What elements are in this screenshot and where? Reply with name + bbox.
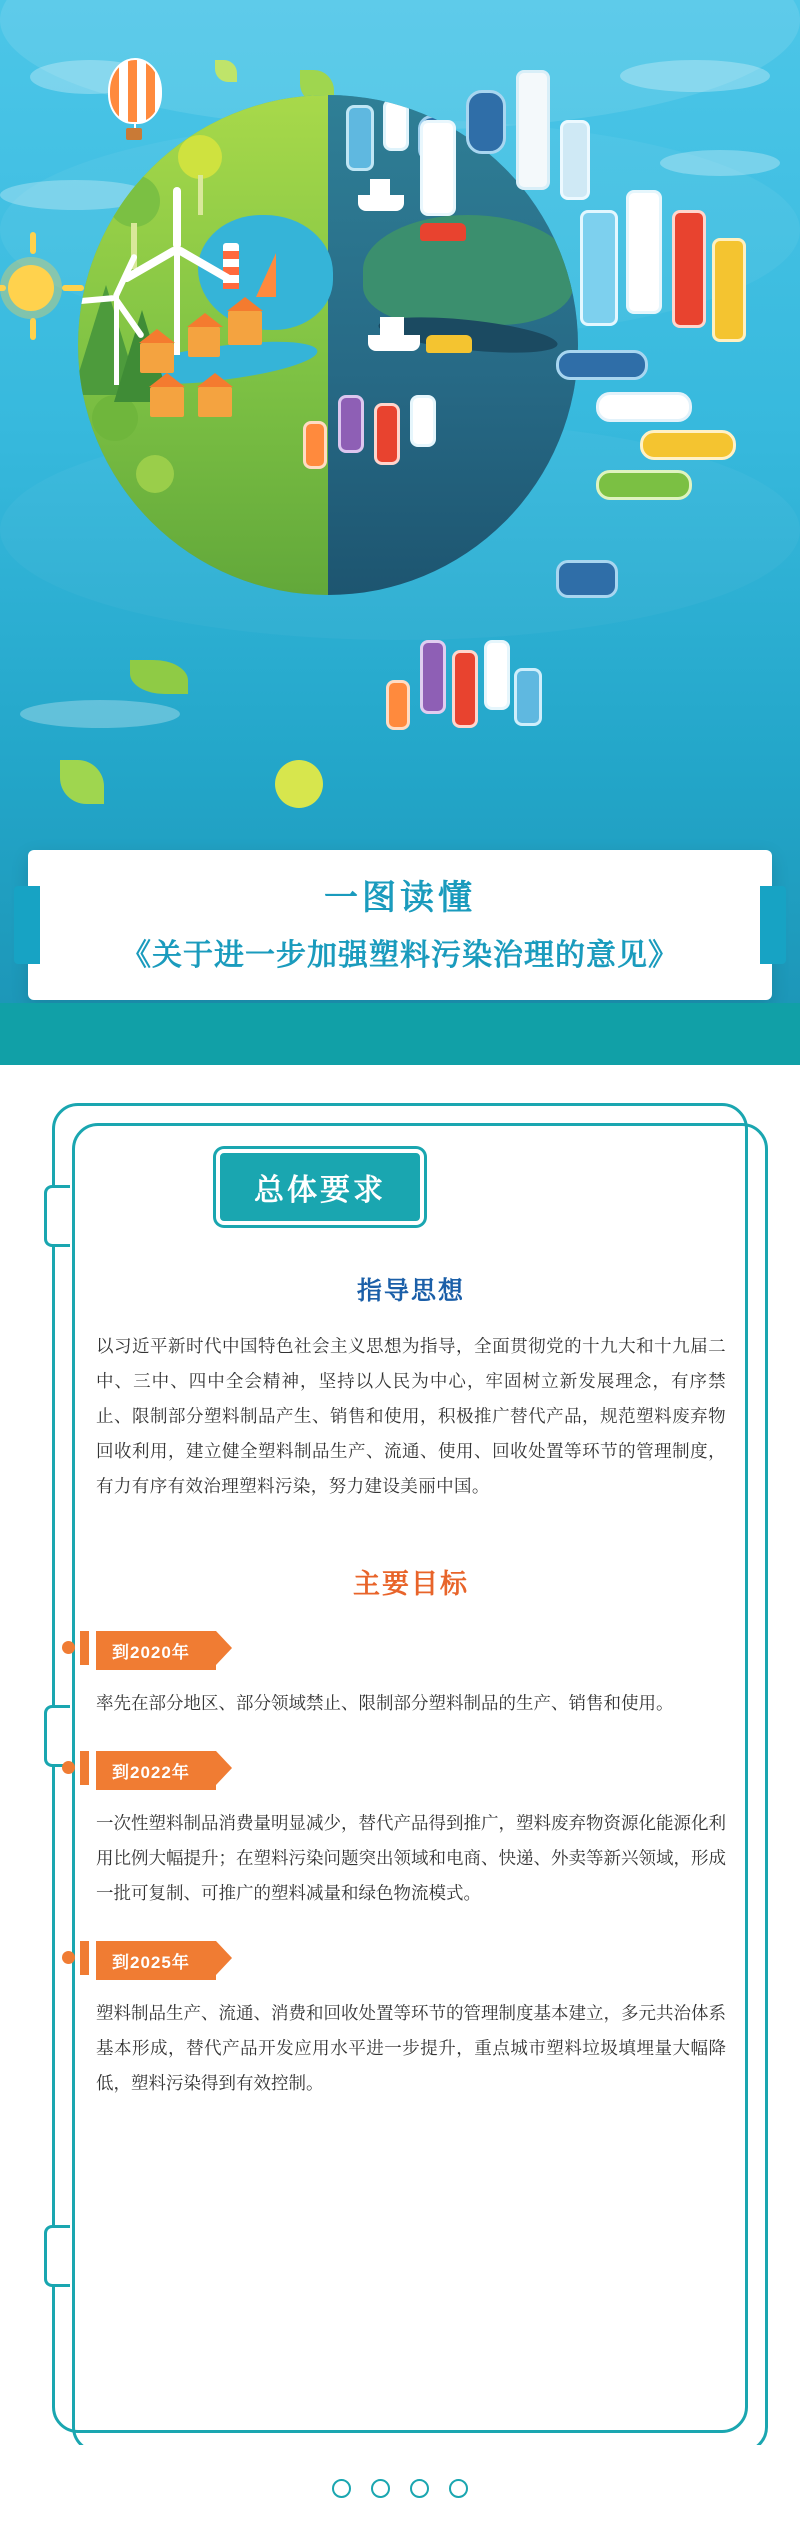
section-title: 总体要求	[216, 1149, 424, 1225]
tree-icon	[108, 175, 160, 227]
plastic-bottle-icon	[410, 395, 436, 447]
frame-notch-mid	[44, 1705, 70, 1767]
tree-trunk	[198, 175, 203, 215]
house-icon	[198, 387, 232, 417]
earth-globe-illustration	[78, 95, 578, 595]
plastic-bottle-icon	[386, 680, 410, 730]
goal-accent-bar	[80, 1631, 89, 1665]
footer-dot-4	[449, 2479, 468, 2498]
goals-heading: 主要目标	[353, 1569, 469, 1599]
cloud-icon	[20, 700, 180, 728]
house-roof	[139, 329, 175, 343]
footer-dots	[0, 2445, 800, 2531]
house-roof	[149, 373, 185, 387]
windmill-blade	[173, 187, 181, 249]
goal-timeline-dot	[62, 1641, 75, 1654]
plate-left-tab	[14, 886, 40, 964]
goal-item	[96, 1631, 726, 1721]
house-icon	[140, 343, 174, 373]
car-icon	[426, 335, 472, 353]
goal-item	[96, 1941, 726, 2101]
leaf-icon	[60, 760, 104, 804]
plastic-bottle-icon	[640, 430, 736, 460]
house-icon	[228, 311, 262, 345]
hero-illustration	[0, 0, 800, 1065]
plastic-bottle-icon	[514, 668, 542, 726]
dark-hill	[363, 215, 573, 325]
plastic-bottle-icon	[338, 395, 364, 453]
hero-title-line2: 《关于进一步加强塑料污染治理的意见》	[121, 939, 679, 973]
plastic-bottle-icon	[712, 238, 746, 342]
leaf-icon	[130, 660, 188, 694]
guiding-text: 以习近平新时代中国特色社会主义思想为指导，全面贯彻党的十九大和十九届二中、三中、四中全会精神，坚持以人民为中心，牢固树立新发展理念，有序禁止、限制部分塑料制品产生、销售和使用，积极推广替代产品，规范塑料废弃物回收利用，建立健全塑料制品生产、流通、使用、回收处置等环节的管理制度，有力有序有效治理塑料污染，努力建设美丽中国。	[96, 1336, 726, 1496]
sailboat-icon	[256, 253, 276, 297]
plastic-bottle-icon	[580, 210, 618, 326]
goal-timeline-dot	[62, 1951, 75, 1964]
content-section	[0, 1065, 800, 2531]
ship-cabin	[380, 317, 404, 335]
hero-bottom-strip	[0, 1003, 800, 1065]
goal-label	[96, 1751, 216, 1790]
tree-icon	[136, 455, 174, 493]
goal-text: 一次性塑料制品消费量明显减少，替代产品得到推广，塑料废弃物资源化能源化利用比例大幅提升；在塑料污染问题突出领域和电商、快递、外卖等新兴领域，形成一批可复制、可推广的塑料减量和绿色物流模式。	[96, 1813, 726, 1903]
frame-notch-bottom	[44, 2225, 70, 2287]
plastic-bottle-icon	[556, 560, 618, 598]
plastic-bottle-icon	[383, 99, 409, 151]
hero-title-line1: 一图读懂	[324, 878, 476, 917]
goal-label-text: 到2025年	[112, 1953, 190, 1972]
plastic-bottle-icon	[596, 470, 692, 500]
house-icon	[188, 327, 220, 357]
plastic-bottle-icon	[626, 190, 662, 314]
tree-icon	[178, 135, 222, 179]
leaf-icon	[275, 760, 323, 808]
goal-label-text: 到2022年	[112, 1763, 190, 1782]
plate-right-tab	[760, 886, 786, 964]
goal-timeline-dot	[62, 1761, 75, 1774]
plastic-bottle-icon	[672, 210, 706, 328]
plastic-bottle-icon	[560, 120, 590, 200]
goal-label-text: 到2020年	[112, 1643, 190, 1662]
goal-accent-bar	[80, 1751, 89, 1785]
plastic-bottle-icon	[556, 350, 648, 380]
cloud-icon	[660, 150, 780, 176]
sun-ray	[0, 285, 6, 291]
content-body	[96, 1149, 726, 2101]
sun-ray	[30, 318, 36, 340]
plastic-bottle-icon	[452, 650, 478, 728]
goal-label	[96, 1941, 216, 1980]
plastic-bottle-icon	[466, 90, 506, 154]
footer-dot-3	[410, 2479, 429, 2498]
plastic-bottle-icon	[303, 421, 327, 469]
frame-notch-top	[44, 1185, 70, 1247]
plastic-bottle-icon	[516, 70, 550, 190]
goal-item	[96, 1751, 726, 1911]
house-icon	[150, 387, 184, 417]
footer-dot-1	[332, 2479, 351, 2498]
ship-icon	[368, 335, 420, 351]
plastic-bottle-icon	[374, 403, 400, 465]
house-roof	[197, 373, 233, 387]
goal-accent-bar	[80, 1941, 89, 1975]
guiding-heading: 指导思想	[356, 1277, 465, 1305]
goal-text: 塑料制品生产、流通、消费和回收处置等环节的管理制度基本建立，多元共治体系基本形成，替代产品开发应用水平进一步提升，重点城市塑料垃圾填埋量大幅降低，塑料污染得到有效控制。	[96, 2003, 726, 2093]
ship-icon	[358, 195, 404, 211]
plastic-bottle-icon	[596, 392, 692, 422]
plastic-bottle-icon	[484, 640, 510, 710]
car-icon	[420, 223, 466, 241]
footer-dot-2	[371, 2479, 390, 2498]
cloud-icon	[620, 60, 770, 92]
plastic-bottle-icon	[420, 120, 456, 216]
plastic-bottle-icon	[420, 640, 446, 714]
goal-label	[96, 1631, 216, 1670]
ship-cabin	[370, 179, 390, 195]
goal-text: 率先在部分地区、部分领域禁止、限制部分塑料制品的生产、销售和使用。	[96, 1693, 674, 1713]
house-roof	[187, 313, 223, 327]
sun-icon	[8, 265, 54, 311]
title-plate	[28, 850, 772, 1000]
sun-ray	[30, 232, 36, 254]
house-roof	[227, 297, 263, 311]
plastic-bottle-icon	[346, 105, 374, 171]
